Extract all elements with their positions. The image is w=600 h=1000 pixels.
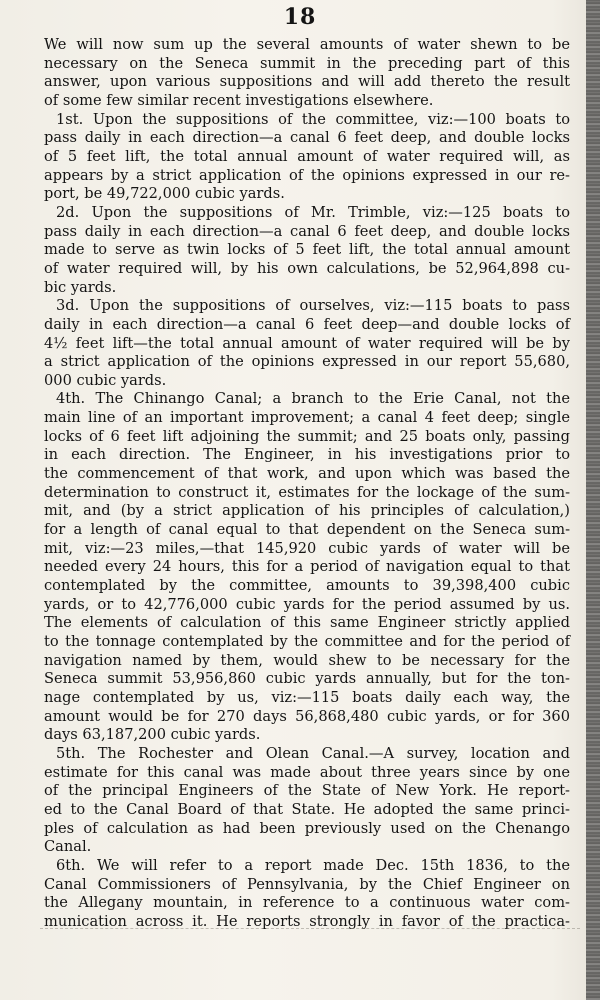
- text-line: of some few similar recent investigations elsewhere.: [44, 91, 434, 109]
- text-line: munication across it. He reports strongly in favor of the practica-: [44, 912, 570, 930]
- text-line: amount would be for 270 days 56,868,480 cubic yards, or for 360: [44, 707, 570, 725]
- text-line: The elements of calculation of this same Engineer strictly applied: [44, 614, 570, 632]
- text-line: the Allegany mountain, in reference to a continuous water com-: [44, 894, 570, 912]
- text-line: pass daily in each direction—a canal 6 feet deep, and double locks: [44, 222, 570, 240]
- text-line: 000 cubic yards.: [44, 371, 167, 389]
- text-line: the commencement of that work, and upon which was based the: [44, 465, 570, 483]
- text-line: a strict application of the opinions expressed in our report 55,680,: [44, 353, 570, 371]
- text-line: Seneca summit 53,956,860 cubic yards annually, but for the ton-: [44, 670, 570, 688]
- text-line: main line of an important improvement; a canal 4 feet deep; single: [44, 409, 570, 427]
- binding-gutter: [586, 0, 600, 1000]
- text-line: nage contemplated by us, viz:—115 boats daily each way, the: [44, 688, 570, 706]
- text-line: pass daily in each direction—a canal 6 feet deep, and double locks: [44, 129, 570, 147]
- text-line: necessary on the Seneca summit in the preceding part of this: [44, 54, 570, 72]
- text-line: yards, or to 42,776,000 cubic yards for the period assumed by us.: [44, 595, 570, 613]
- text-line: answer, upon various suppositions and will add thereto the result: [44, 73, 570, 91]
- text-line: bic yards.: [44, 278, 117, 296]
- text-line: 2d. Upon the suppositions of Mr. Trimble, viz:—125 boats to: [56, 203, 570, 221]
- text-line: needed every 24 hours, this for a period of navigation equal to that: [44, 558, 570, 576]
- text-line: in each direction. The Engineer, in his investigations prior to: [44, 446, 570, 464]
- text-line: contemplated by the committee, amounts to 39,398,400 cubic: [44, 577, 570, 595]
- page-number: 18: [283, 4, 317, 30]
- text-line: navigation named by them, would shew to be necessary for the: [44, 651, 570, 669]
- text-line: estimate for this canal was made about three years since by one: [44, 763, 570, 781]
- text-line: Canal Commissioners of Pennsylvania, by the Chief Engineer on: [44, 875, 570, 893]
- text-line: appears by a strict application of the opinions expressed in our re-: [44, 166, 570, 184]
- text-line: made to serve as twin locks of 5 feet lift, the total annual amount: [44, 241, 570, 259]
- text-line: mit, viz:—23 miles,—that 145,920 cubic yards of water will be: [44, 539, 570, 557]
- body-text: [44, 36, 570, 932]
- text-line: 5th. The Rochester and Olean Canal.—A survey, location and: [56, 744, 570, 762]
- text-line: port, be 49,722,000 cubic yards.: [44, 185, 285, 203]
- bleed-through-mark: [40, 928, 580, 930]
- text-line: determination to construct it, estimates for the lockage of the sum-: [44, 483, 570, 501]
- text-line: ples of calculation as had been previously used on the Chenango: [44, 819, 570, 837]
- text-line: 1st. Upon the suppositions of the committee, viz:—100 boats to: [56, 110, 570, 128]
- text-line: mit, and (by a strict application of his principles of calculation,): [44, 502, 570, 520]
- text-line: days 63,187,200 cubic yards.: [44, 726, 261, 744]
- text-line: Canal.: [44, 838, 92, 856]
- text-line: of the principal Engineers of the State of New York. He report-: [44, 782, 570, 800]
- text-line: 6th. We will refer to a report made Dec. 15th 1836, to the: [56, 856, 570, 874]
- text-line: daily in each direction—a canal 6 feet deep—and double locks of: [44, 315, 570, 333]
- text-line: 4th. The Chinango Canal; a branch to the Erie Canal, not the: [56, 390, 570, 408]
- text-line: locks of 6 feet lift adjoining the summit; and 25 boats only, passing: [44, 427, 570, 445]
- text-line: for a length of canal equal to that dependent on the Seneca sum-: [44, 521, 570, 539]
- text-line: of water required will, by his own calculations, be 52,964,898 cu-: [44, 259, 570, 277]
- text-line: ed to the Canal Board of that State. He adopted the same princi-: [44, 800, 570, 818]
- text-line: of 5 feet lift, the total annual amount of water required will, as: [44, 147, 570, 165]
- text-line: We will now sum up the several amounts of water shewn to be: [44, 36, 570, 53]
- text-line: 3d. Upon the suppositions of ourselves, viz:—115 boats to pass: [56, 297, 570, 315]
- text-line: 4½ feet lift—the total annual amount of water required will be by: [44, 334, 570, 352]
- text-line: to the tonnage contemplated by the committee and for the period of: [44, 633, 570, 650]
